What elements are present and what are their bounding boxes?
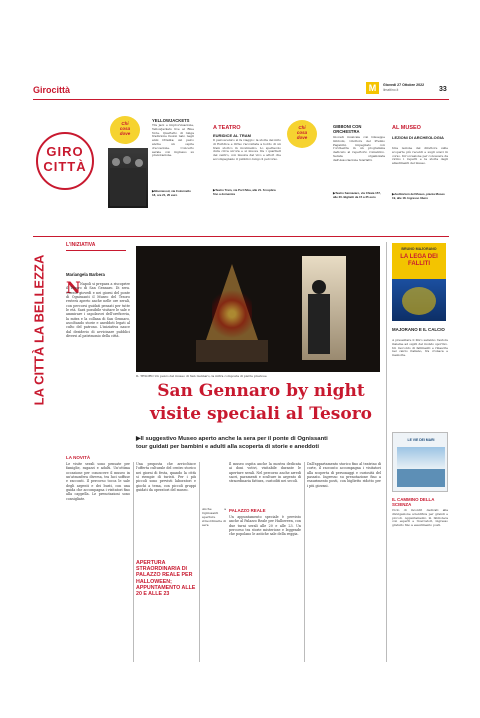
brochure-image — [392, 432, 448, 492]
calamita-headline: IL CAMMINO DELLA SCIENZA — [392, 497, 435, 508]
events-bottom-rule — [33, 236, 449, 237]
chi-cosa-dove-badge — [110, 116, 140, 144]
tesoro-photo — [136, 246, 380, 372]
vertical-section-label — [27, 245, 51, 415]
byline-first: Mariangela — [66, 272, 88, 277]
band-photo — [108, 148, 148, 208]
event-category: AL MUSEO — [392, 125, 421, 131]
badge-word: Chi — [298, 125, 306, 130]
event-text: Tra jazz e improvvisazione, Yellowjackets live al Blue Note. Quartetto di lunga tradizione fusion nato negli anni Ottanta; sul palco anche un ospite d'eccezione. Concerto serale con ingresso su prenotazione. — [152, 124, 194, 158]
badge-word: cosa — [119, 126, 131, 131]
paper-name: ilmattino.it — [383, 88, 399, 92]
majorano-text: A presentare il libro saranno l'autore insieme ad ospiti del mondo sportivo. Un racconto di fallimenti e rinascite nel calcio italiano, tra cronaca e memoria. — [392, 339, 448, 358]
book-author: BRUNO MAJORANO — [401, 247, 437, 251]
event-subtitle: EURIDICE AL TRAM — [213, 133, 251, 138]
byline — [66, 272, 105, 277]
city-beauty-label: LA CITTÀ LA BELLEZZA — [31, 254, 47, 406]
event-info: ▶Teatro Sannazaro, via Chiaia 157, alle 20. Biglietti da 15 a 25 euro — [333, 191, 381, 199]
article-column-5: Dall'appartamento storico fino al teatrino di corte, il racconto accompagna i visitatori alla scoperta di personaggi e curiosità del passato. Ingresso su prenotazione fino a esaurimento posti, con biglietto ridotto per i più giovani. — [307, 462, 381, 488]
event-teatro — [213, 125, 283, 215]
section-title: Girocittà — [33, 85, 71, 95]
kicker-rule — [66, 250, 126, 251]
giro-word: GIRO — [46, 144, 84, 159]
calamita-text: Ciclo di incontri dedicati alla divulgazione scientifica per grandi e piccoli. Appuntamento in biblioteca con esperti e ricercatori, ingresso gratuito fino a esaurimento posti. — [392, 509, 448, 528]
citta-word: CITTÀ — [43, 159, 87, 174]
article-column-4: Il museo ospita anche la mostra dedicata ai doni votivi, visitabile durante le aperture serali. Nel percorso anche arredi sacri, paramenti e sculture in argento di straordinaria fattura, custoditi nei secoli. — [229, 462, 301, 484]
promo-box: APERTURA STRAORDINARIA DI PALAZZO REALE PER HALLOWEEN; APPUNTAMENTO ALLE 20 E ALLE 23 — [136, 560, 196, 598]
event-text: Giovedì musicale con Giuseppe Gibboni, vincitore del Premio Paganini, impegnato con l'orchestra in un programma dedicato al repertorio romantico. Serata organizzata dall'Associazione Scarlatti. — [333, 136, 385, 162]
date-line: Giovedì 27 Ottobre 2022 — [383, 83, 425, 87]
article-column-2: Le visite serali sono pensate per famiglie, ragazzi e adulti. Un'ottima occasione per conoscere il museo in un'atmosfera diversa, tra luci soffuse e racconti. Il percorso tocca le sale degli argenti e dei busti, con una guida che accompagna i visitatori fino alla cappella. Le prenotazioni sono consigliate. — [66, 462, 130, 501]
badge-word: dove — [119, 131, 131, 136]
badge-word: Chi — [121, 121, 129, 126]
event-text: Una lezione del direttore sulle scoperte più recenti e sugli scavi in corso. Un'occasione per conoscere da vicino i reperti e la storia degli allestimenti del museo. — [392, 147, 448, 166]
visitor-silhouette — [312, 280, 326, 294]
chi-cosa-dove-badge — [287, 120, 317, 148]
event-gibboni — [285, 116, 385, 212]
majorano-headline: MAJORANO E IL CALCIO — [392, 327, 445, 332]
small-photo-caption: Anche a Ognissanti aperture straordinarie di sera — [202, 507, 226, 527]
section-head-novita: LA NOVITÀ — [66, 455, 91, 460]
headline-line-1: San Gennaro by night — [157, 381, 365, 401]
book-cover — [392, 243, 446, 321]
deck-line-2: tour guidati per bambini e adulti alla scoperta di storie e aneddoti — [136, 444, 319, 450]
headline-line-2: visite speciali al Tesoro — [150, 404, 372, 424]
subhead-palazzo-reale: PALAZZO REALE — [229, 508, 266, 513]
paper-logo: M — [366, 82, 379, 94]
page-header — [33, 82, 449, 100]
header-rule — [33, 99, 449, 100]
event-category: A TEATRO — [213, 125, 241, 131]
photo-caption: IL TESORO Un pezzo del museo di San Gennaro, la mitra composta di pietre preziose — [136, 374, 267, 378]
article-kicker: L'INIZIATIVA — [66, 242, 96, 248]
page-number: 33 — [439, 86, 447, 93]
giro-citta-logo — [36, 132, 94, 190]
event-title: GIBBONI CON ORCHESTRA — [333, 124, 362, 134]
article-column-1: Napoli si prepara a riscoprire il Tesoro di San Gennaro. Di sera. Questo giovedì e nei giorni del ponte di Ognissanti il Museo del Tesoro resterà aperto anche nelle ore serali, con percorsi guidati pensati per tutte le età. Sarà possibile visitare le sale e ammirare i capolavori dell'oreficeria, la mitra e la collana di San Gennaro, ascoltando storie e aneddoti legati al culto del patrono. L'iniziativa nasce dal desiderio di avvicinare pubblici diversi al patrimonio della città. — [66, 282, 130, 339]
byline-last: Barbera — [89, 272, 105, 277]
event-museo — [392, 125, 448, 235]
event-info: ▶Teatro Tram, via Port'Alba, alle 21. Si replica fino a domenica — [213, 188, 276, 196]
event-info: ▶Moonwood, via Colonnello 18, ore 21, 20 euro — [152, 189, 191, 197]
badge-word: dove — [296, 135, 308, 140]
event-yellowjackets — [108, 116, 194, 212]
brochure-title: LE VIE DEI MARI — [407, 438, 435, 442]
deck-line-1: ▶Il suggestivo Museo aperto anche la sera per il ponte di Ognissanti — [136, 436, 328, 442]
article-column-3: Una proposta che arricchisce l'offerta culturale del centro storico nei giorni di festa, quando la città si riempie di turisti. Per i più piccoli sono previsti laboratori e giochi a tema, con piccoli gruppi guidati da operatori del museo. — [136, 462, 196, 493]
event-text: Il palcoscenico si fa viaggio: la storia del mito di Euridice e Orfeo raccontata a bordo di un tram storico in movimento. Lo spettacolo dura circa un'ora e si muove tra i quartieri del centro, con musica dal vivo e attori che accompagnano il pubblico lungo il percorso. — [213, 139, 281, 161]
book-title: LA LEGA DEI FALLITI — [400, 254, 438, 267]
drop-cap: N — [66, 278, 81, 297]
event-subtitle: LEZIONI DI ARCHEOLOGIA — [392, 135, 444, 140]
article-column-4b: Un appuntamento speciale è previsto anche al Palazzo Reale per Halloween, con due turni serali alle 20 e alle 23. Un percorso tra storie misteriose e leggende che popolano le antiche sale della reggia. — [229, 515, 301, 537]
event-info: ▶Auditorium del Museo, piazza Museo 19, alle 18. Ingresso libero — [392, 192, 445, 200]
event-title: YELLOWJACKETS — [152, 118, 190, 123]
badge-word: cosa — [296, 130, 308, 135]
